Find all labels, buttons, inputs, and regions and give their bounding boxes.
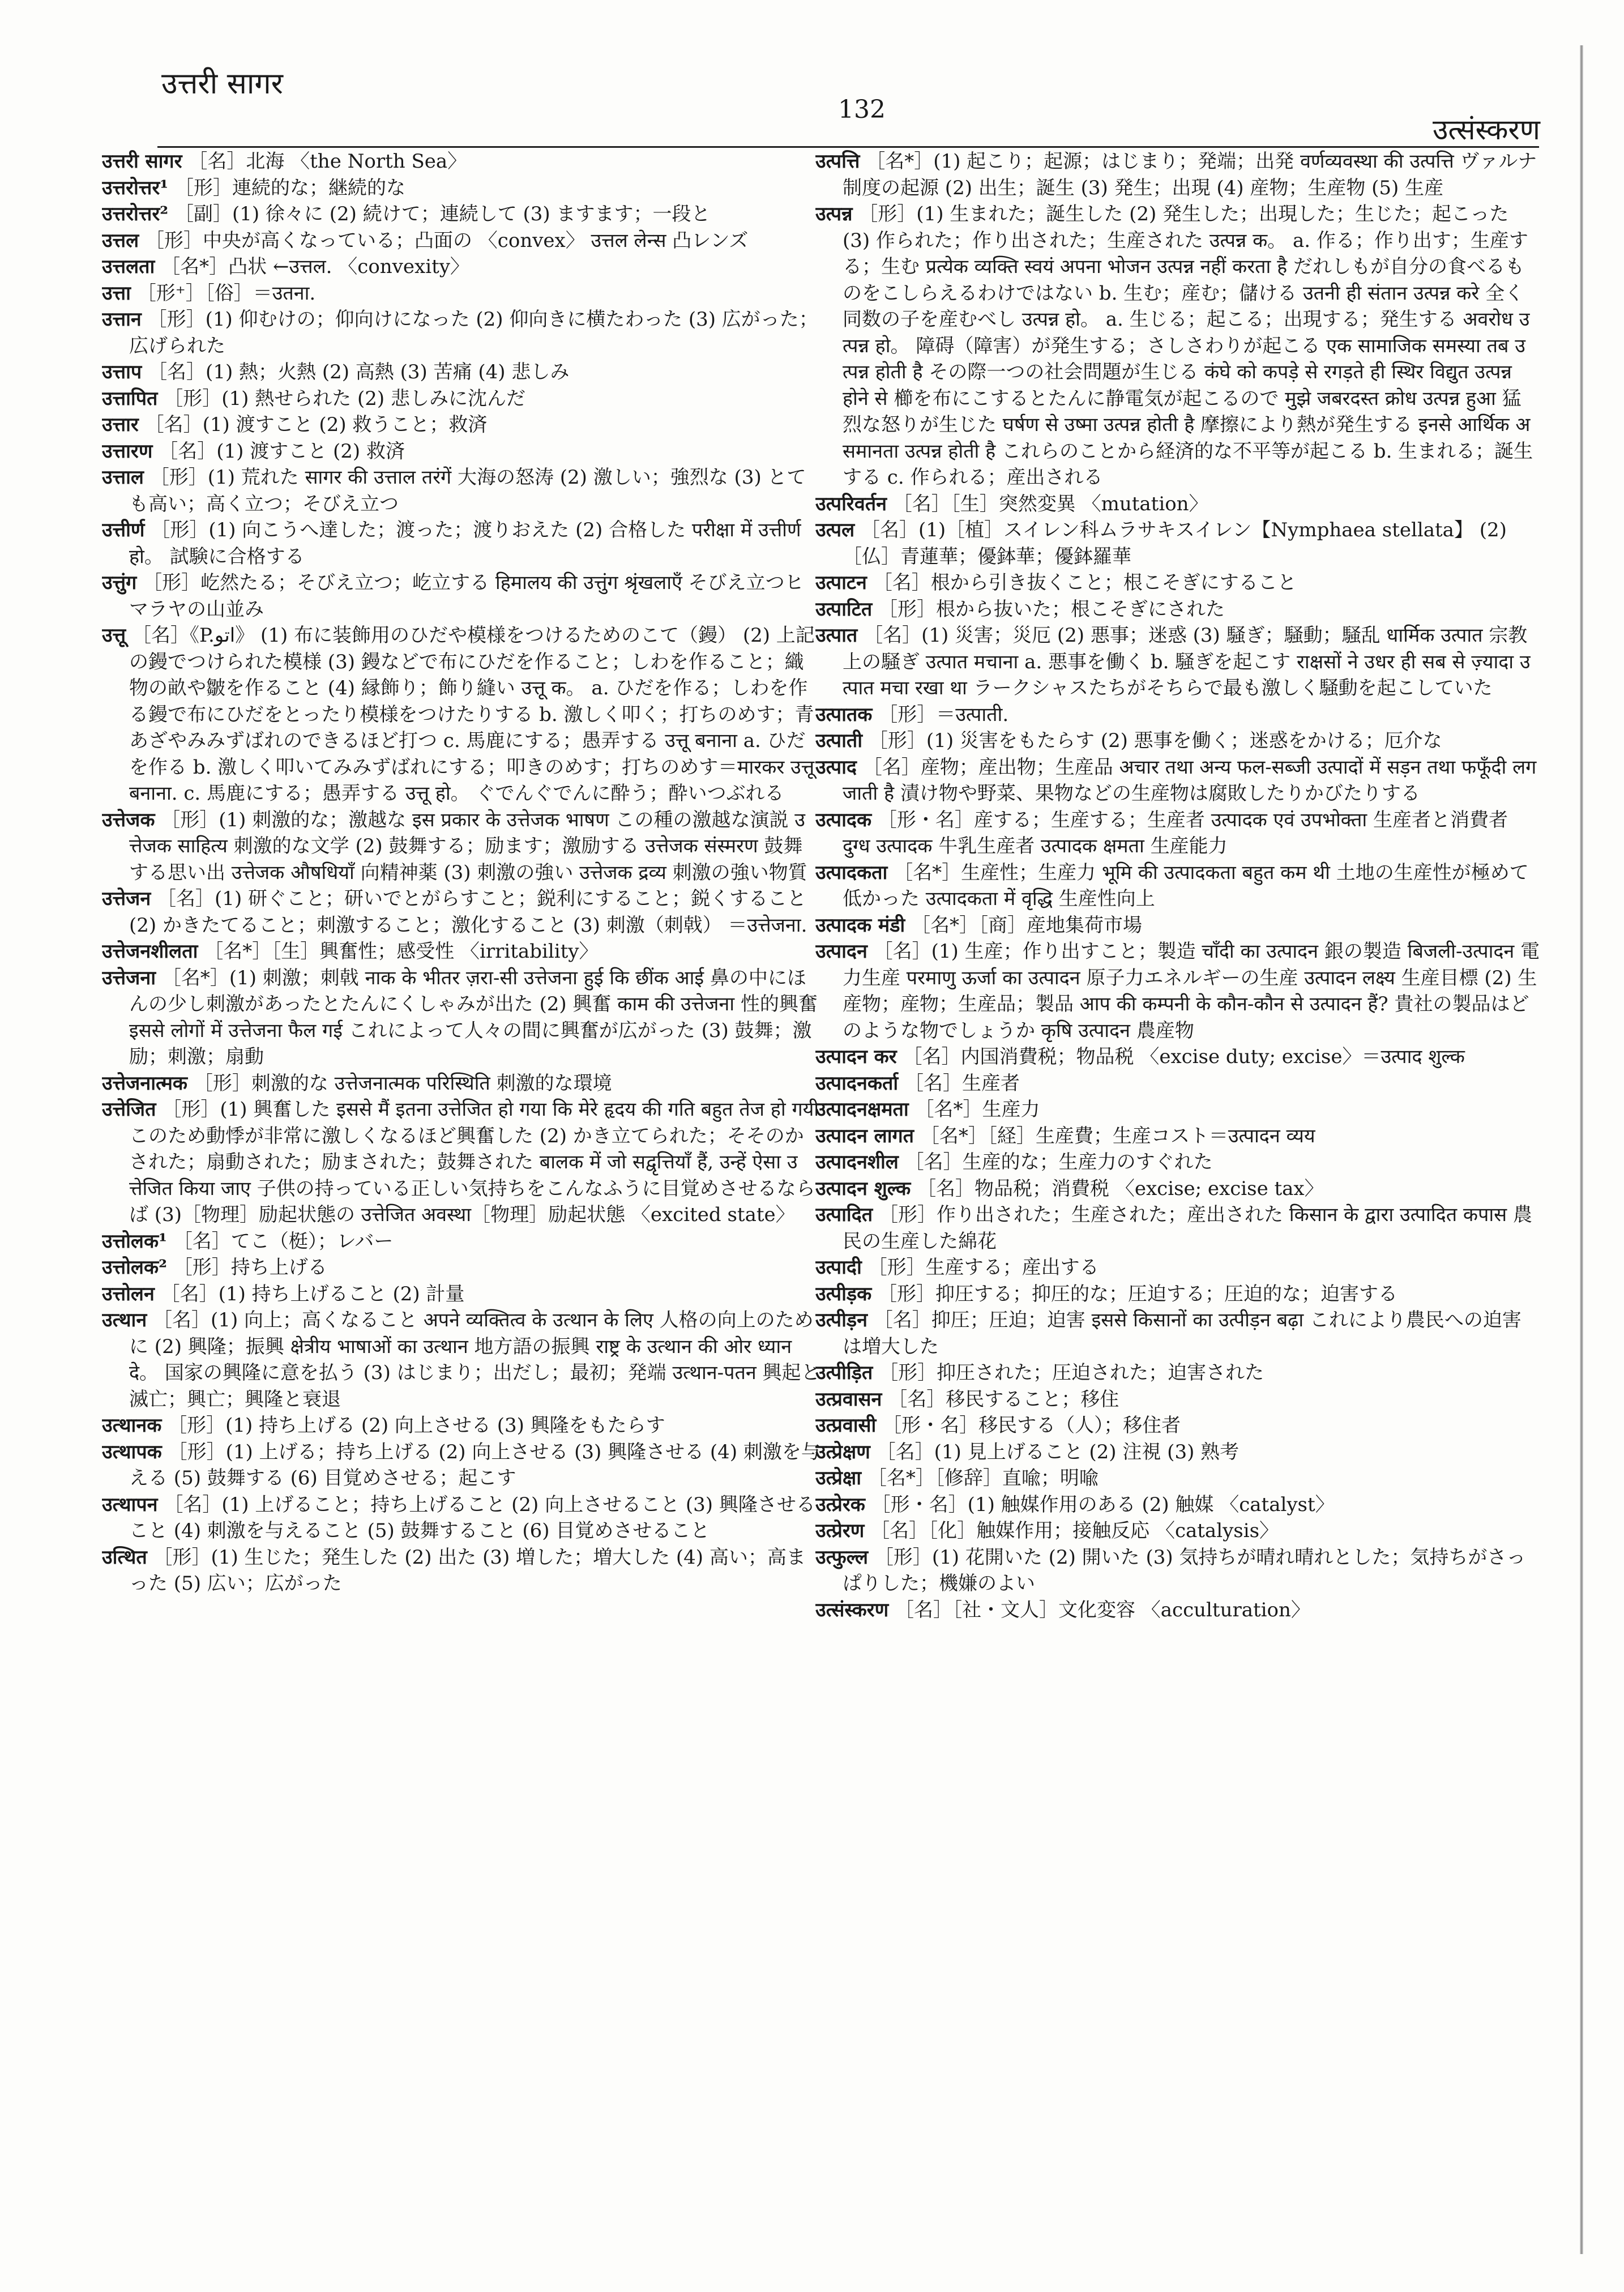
dictionary-entry — [102, 570, 821, 622]
dictionary-entry — [102, 1544, 821, 1597]
entry-definition: ［名］てこ（梃）；レバー — [173, 1230, 394, 1253]
entry-headword: उत्प्रेरक — [815, 1493, 865, 1516]
dictionary-entry — [102, 622, 821, 807]
entry-definition: ［名*］生産力 — [914, 1098, 1040, 1121]
dictionary-entry — [815, 1070, 1540, 1097]
entry-definition: ［形］(1) 仰むけの；仰向けになった (2) 仰向きに横たわった (3) 広がった；広げられた — [129, 308, 818, 357]
entry-definition: ［形］根から抜いた；根こそぎにされた — [878, 597, 1225, 621]
entry-headword: उत्तापित — [102, 387, 158, 410]
dictionary-entry — [815, 807, 1540, 860]
entry-headword: उत्पादन — [815, 940, 867, 963]
entry-definition: ［形］抑圧する；抑圧的な；圧迫する；圧迫的な；迫害する — [878, 1282, 1398, 1305]
entry-definition: ［形］屹然たる；そびえ立つ；屹立する हिमालय की उत्तुंग श्रृंखलाएँ そびえ立つヒマラヤの山並み — [129, 571, 804, 621]
entry-definition: ［名］(1) 渡すこと (2) 救済 — [159, 439, 405, 463]
entry-definition: ［名］(1) 持ち上げること (2) 計量 — [160, 1282, 465, 1305]
entry-definition: ［名*］生産性；生産力 भूमि की उत्पादकता बहुत कम थी 土地の生産性が極めて低かった उत्पादकता में वृद्धि 生産性向上 — [843, 861, 1529, 910]
entry-definition: ［名］生産的な；生産力のすぐれた — [904, 1151, 1213, 1173]
dictionary-entry — [815, 1176, 1540, 1202]
running-head-left: उत्तरी सागर — [161, 67, 283, 101]
dictionary-entry — [815, 1386, 1540, 1413]
dictionary-entry — [815, 596, 1540, 623]
entry-headword: उत्ताप — [102, 361, 142, 383]
entry-headword: उत्थापन — [102, 1493, 158, 1516]
dictionary-entry — [815, 1307, 1540, 1360]
dictionary-entry — [102, 148, 821, 175]
entry-definition: ［名］《P.اتو》 (1) 布に装飾用のひだや模様をつけるためのこて（鏝） (2) 上記の鏝でつけられた模様 (3) 鏝などで布にひだを作ること；しわを作ること；織物の畝や皺を作ること (4) 縁飾り；飾り縫い उत्तू क。 a. ひだを作る；しわを作る鏝で布にひだをとったり模様をつけたりする b. 激しく叩く；打ちのめす；青あざやみみずばれのできるほど打つ c. 馬鹿にする；愚弄する उत्तू बनाना a. ひだを作る b. 激しく叩いてみみずばれにする；叩きのめす；打ちのめす＝मारकर उत्तू बनाना. c. 馬鹿にする；愚弄する उत्तू हो。 ぐでんぐでんに酔う；酔いつぶれる — [129, 624, 815, 805]
entry-headword: उत्प्रेरण — [815, 1520, 865, 1542]
entry-definition: ［名］(1) 渡すこと (2) 救うこと；救済 — [144, 413, 488, 436]
dictionary-entry — [102, 1307, 821, 1412]
entry-definition: ［形］刺激的な उत्तेजनात्मक परिस्थिति 刺激的な環境 — [193, 1072, 612, 1095]
entry-headword: उत्तेजनात्मक — [102, 1072, 188, 1095]
entry-headword: उत्पादनक्षमता — [815, 1098, 909, 1121]
entry-headword: उत्तान — [102, 308, 142, 331]
entry-headword: उत्पीड़क — [815, 1282, 872, 1305]
entry-definition: ［形］(1) 向こうへ達した；渡った；渡りおえた (2) 合格した परीक्षा में उत्तीर्ण हो。 試験に合格する — [129, 519, 801, 568]
entry-headword: उत्प्रेक्षण — [815, 1440, 870, 1463]
dictionary-entry — [815, 1492, 1540, 1518]
entry-headword: उत्तोलक¹ — [102, 1230, 167, 1253]
entry-headword: उत्तोलन — [102, 1282, 155, 1305]
entry-headword: उत्तेजित — [102, 1098, 156, 1121]
entry-headword: उत्तरोत्तर¹ — [102, 176, 169, 199]
dictionary-entry — [815, 1412, 1540, 1439]
entry-definition: ［名］根から引き抜くこと；根こそぎにすること — [873, 571, 1297, 594]
dictionary-entry — [102, 175, 821, 202]
entry-headword: उत्तू — [102, 624, 126, 647]
entry-definition: ［形］生産する；産出する — [867, 1256, 1099, 1279]
dictionary-entry — [815, 860, 1540, 912]
dictionary-entry — [815, 570, 1540, 596]
dictionary-entry — [102, 1412, 821, 1439]
dictionary-entry — [815, 148, 1540, 201]
entry-definition: ［形］(1) 興奮した इससे मैं इतना उत्तेजित हो गया कि मेरे हृदय की गति बहुत तेज हो गयी このため動悸が非常に激しくなるほど興奮した (2) かき立てられた；そそのかされた；扇動された；励まされた；鼓舞された बालक में जो सद्वृत्तियाँ हैं, उन्हें ऐसा उत्तेजित किया जाए 子供の持っている正しい気持ちをこんなふうに目覚めさせるならば (3)［物理］励起状態の उत्तेजित अवस्था［物理］励起状態 〈excited state〉 — [129, 1098, 819, 1226]
entry-headword: उत्पादनकर्ता — [815, 1072, 899, 1095]
entry-headword: उत्थान — [102, 1309, 147, 1331]
entry-headword: उत्ताल — [102, 466, 144, 489]
entry-headword: उत्तेजन — [102, 887, 151, 910]
entry-headword: उत्पादित — [815, 1203, 873, 1226]
dictionary-entry — [815, 754, 1540, 807]
header-rule — [157, 146, 1539, 148]
entry-definition: ［名］抑圧；圧迫；迫害 इससे किसानों का उत्पीड़न बढ़ा これにより農民への迫害は増大した — [843, 1309, 1522, 1358]
dictionary-entry — [102, 938, 821, 965]
entry-definition: ［形］(1) 刺激的な；激越な इस प्रकार के उत्तेजक भाषण この種の激越な演説 उत्तेजक साहित्य 刺激的な文学 (2) 鼓舞する；励ます；激励する उत्तेजक संस्मरण 鼓舞する思い出 उत्तेजक औषधियाँ 向精神薬 (3) 刺激の強い उत्तेजक द्रव्य 刺激の強い物質 — [129, 808, 807, 884]
entry-definition: ［名］(1) 研ぐこと；研いでとがらすこと；鋭利にすること；鋭くすること (2) かきたてること；刺激すること；激化すること (3) 刺激（刺戟） ＝उत्तेजना. — [129, 887, 807, 937]
left-column — [102, 148, 821, 2216]
entry-headword: उत्थापक — [102, 1440, 162, 1463]
entry-definition: ［名*］［商］産地集荷市場 — [911, 914, 1143, 937]
entry-headword: उत्पादी — [815, 1256, 862, 1279]
dictionary-entry — [102, 359, 821, 386]
dictionary-entry — [815, 912, 1540, 939]
entry-headword: उत्पत्ति — [815, 150, 860, 173]
dictionary-entry — [102, 412, 821, 438]
entry-definition: ［形］中央が高くなっている；凸面の 〈convex〉 उत्तल लेन्स 凸レンズ — [145, 229, 749, 252]
dictionary-entry — [815, 1544, 1540, 1597]
entry-headword: उत्तेजक — [102, 808, 155, 831]
dictionary-entry — [102, 228, 821, 254]
entry-headword: उत्पादकता — [815, 861, 888, 884]
entry-definition: ［名*］凸状 ←उत्तल. 〈convexity〉 — [161, 255, 469, 278]
entry-headword: उत्प्रवासी — [815, 1414, 877, 1437]
entry-definition: ［形］(1) 生じた；発生した (2) 出た (3) 増した；増大した (4) 高い；高まった (5) 広い；広がった — [129, 1546, 806, 1595]
entry-definition: ［形］(1) 上げる；持ち上げる (2) 向上させる (3) 興隆させる (4) 刺激を与える (5) 鼓舞する (6) 目覚めさせる；起こす — [129, 1440, 820, 1489]
entry-headword: उत्पाटित — [815, 597, 873, 621]
entry-headword: उत्संस्करण — [815, 1598, 889, 1621]
entry-headword: उत्तीर्ण — [102, 519, 145, 541]
entry-headword: उत्तल — [102, 229, 139, 252]
entry-headword: उत्तेजना — [102, 966, 156, 989]
entry-definition: ［形］抑圧された；圧迫された；迫害された — [879, 1361, 1264, 1384]
page-edge-shadow — [1580, 45, 1583, 2254]
dictionary-entry — [815, 491, 1540, 518]
entry-headword: उत्पल — [815, 519, 855, 541]
entry-definition: ［形⁺］［俗］＝उतना. — [136, 281, 316, 305]
dictionary-entry — [815, 517, 1540, 570]
dictionary-entry — [102, 1492, 821, 1544]
dictionary-entry — [815, 1254, 1540, 1281]
dictionary-entry — [815, 1096, 1540, 1123]
dictionary-entry — [815, 1465, 1540, 1492]
dictionary-entry — [815, 1149, 1540, 1176]
dictionary-entry — [815, 728, 1540, 754]
entry-definition: ［名］(1) 災害；災厄 (2) 悪事；迷惑 (3) 騒ぎ；騒動；騒乱 धार्मिक उत्पात 宗教上の騒ぎ उत्पात मचाना a. 悪事を働く b. 騒ぎを起こす राक्षसों ने उधर ही सब से ज़्यादा उत्पात मचा रखा था ラークシャスたちがそちらで最も激しく騒動を起こしていた — [843, 624, 1531, 699]
entry-definition: ［形］(1) 荒れた सागर की उत्ताल तरंगें 大海の怒涛 (2) 激しい；強烈な (3) とても高い；高く立つ；そびえ立つ — [129, 466, 806, 515]
entry-headword: उत्पादक मंडी — [815, 914, 905, 937]
dictionary-entry — [102, 1096, 821, 1228]
dictionary-entry — [102, 201, 821, 228]
entry-definition: ［名］生産者 — [904, 1072, 1020, 1095]
entry-definition: ［形］＝उत्पाती. — [878, 703, 1009, 726]
entry-definition: ［形］(1) 花開いた (2) 開いた (3) 気持ちが晴れ晴れとした；気持ちがさっぱりした；機嫌のよい — [843, 1546, 1526, 1595]
entry-headword: उत्तलता — [102, 255, 155, 278]
entry-definition: ［名］［化］触媒作用；接触反応 〈catalysis〉 — [870, 1520, 1279, 1542]
entry-definition: ［形］(1) 生まれた；誕生した (2) 発生した；出現した；生じた；起こった (3) 作られた；作り出された；生産された उत्पन्न क。 a. 作る；作り出す；生産する；生む प्रत्येक व्यक्ति स्वयं अपना भोजन उत्पन्न नहीं करता है だれしもが自分の食べるものをこしらえるわけではない b. 生む；産む；儲ける उतनी ही संतान उत्पन्न करे 全く同数の子を産むべし उत्पन्न हो。 a. 生じる；起こる；出現する；発生する अवरोध उत्पन्न हो。 障碍（障害）が発生する；さしさわりが起こる एक सामाजिक समस्या तब उत्पन्न होती है その際一つの社会問題が生じる कंघे को कपड़े से रगड़ते ही स्थिर विद्युत उत्पन्न होने से 櫛を布にこするとたんに静電気が起こるので मुझे जबरदस्त क्रोध उत्पन्न हुआ 猛烈な怒りが生じた घर्षण से उष्मा उत्पन्न होती है 摩擦により熱が発生する इनसे आर्थिक असमानता उत्पन्न होती है これらのことから経済的な不平等が起こる b. 生まれる；誕生する c. 作られる；産出される — [843, 203, 1533, 489]
dictionary-entry — [815, 1597, 1540, 1624]
entry-headword: उत्पाद — [815, 756, 857, 779]
dictionary-entry — [102, 464, 821, 517]
entry-definition: ［名*］(1) 刺激；刺戟 नाक के भीतर ज़रा-सी उत्तेजना हुई कि छींक आई 鼻の中にほんの少し刺激があったとたんにくしゃみが出た (2) 興奮 काम की उत्तेजना 性的興奮 इससे लोगों में उत्तेजना फैल गई これによって人々の間に興奮が広がった (3) 鼓舞；激励；刺激；扇動 — [129, 966, 818, 1068]
entry-headword: उत्तरोत्तर² — [102, 203, 169, 225]
entry-headword: उत्तरी सागर — [102, 150, 182, 173]
entry-definition: ［名*］［経］生産費；生産コスト＝उत्पादन व्यय — [920, 1124, 1315, 1147]
dictionary-entry — [815, 1518, 1540, 1544]
dictionary-entry — [815, 622, 1540, 702]
entry-definition: ［名］(1) 向上；高くなること अपने व्यक्तित्व के उत्थान के लिए 人格の向上のために (2) 興隆；振興 क्षेत्रीय भाषाओं का उत्थान 地方語の振興 राष्ट्र के उत्थान की ओर ध्यान दे。 国家の興隆に意を払う (3) はじまり；出だし；最初；発端 उत्थान-पतन 興起と滅亡；興亡；興隆と衰退 — [129, 1309, 820, 1411]
entry-definition: ［名］(1) 熱；火熱 (2) 高熱 (3) 苦痛 (4) 悲しみ — [148, 361, 570, 383]
entry-headword: उत्पात — [815, 624, 858, 647]
entry-definition: ［副］(1) 徐々に (2) 続けて；連続して (3) ますます；一段と — [174, 203, 711, 225]
dictionary-entry — [102, 280, 821, 307]
entry-headword: उत्पीड़ित — [815, 1361, 873, 1384]
entry-definition: ［名］(1)［植］スイレン科ムラサキスイレン【Nymphaea stellata】 (2)［仏］青蓮華；優鉢華；優鉢羅華 — [843, 519, 1507, 568]
entry-headword: उत्तुंग — [102, 571, 137, 594]
right-column — [815, 148, 1540, 2216]
dictionary-entry — [102, 438, 821, 465]
entry-headword: उत्पादन लागत — [815, 1124, 914, 1147]
dictionary-entry — [815, 938, 1540, 1044]
entry-headword: उत्फुल्ल — [815, 1546, 869, 1569]
entry-headword: उत्पाती — [815, 729, 863, 752]
dictionary-entry — [102, 1439, 821, 1492]
dictionary-entry — [102, 1070, 821, 1097]
entry-definition: ［形］連続的な；継続的な — [174, 176, 405, 199]
entry-definition: ［形・名］産する；生産する；生産者 उत्पादक एवं उपभोक्ता 生産者と消費者 दुग्ध उत्पादक 牛乳生産者 उत्पादक क्षमता 生産能力 — [843, 808, 1508, 857]
entry-headword: उत्तार — [102, 413, 139, 436]
dictionary-entry — [102, 886, 821, 938]
entry-definition: ［形］作り出された；生産された；産出された किसान के द्वारा उत्पादित कपास 農民の生産した綿花 — [843, 1203, 1532, 1253]
dictionary-entry — [815, 1281, 1540, 1308]
dictionary-entry — [815, 702, 1540, 728]
page-number: 132 — [838, 95, 886, 124]
entry-definition: ［名］物品税；消費税 〈excise; excise tax〉 — [917, 1177, 1324, 1200]
entry-headword: उत्पाटन — [815, 571, 867, 594]
entry-headword: उत्पादन शुल्क — [815, 1177, 911, 1200]
dictionary-entry — [102, 306, 821, 359]
entry-headword: उत्ता — [102, 281, 131, 305]
entry-definition: ［形］(1) 熱せられた (2) 悲しみに沈んだ — [164, 387, 525, 410]
entry-headword: उत्पादक — [815, 808, 872, 831]
entry-headword: उत्पादन कर — [815, 1045, 897, 1068]
dictionary-entry — [102, 254, 821, 280]
entry-definition: ［形・名］移民する（人）；移住者 — [882, 1414, 1181, 1437]
entry-definition: ［名］［社・文人］文化変容 〈acculturation〉 — [894, 1598, 1310, 1621]
dictionary-entry — [815, 1044, 1540, 1070]
entry-headword: उत्प्रवासन — [815, 1388, 882, 1411]
entry-definition: ［名］北海 〈the North Sea〉 — [188, 150, 467, 173]
entry-definition: ［形］(1) 災害をもたらす (2) 悪事を働く；迷惑をかける；厄介な — [868, 729, 1442, 752]
entry-headword: उत्पादनशील — [815, 1151, 899, 1173]
dictionary-entry — [815, 1439, 1540, 1466]
entry-headword: उत्तारण — [102, 439, 153, 463]
entry-definition: ［名*］［生］興奮性；感受性 〈irritability〉 — [204, 940, 599, 963]
entry-headword: उत्परिवर्तन — [815, 492, 887, 515]
entry-definition: ［名*］［修辞］直喩；明喩 — [867, 1467, 1099, 1489]
entry-definition: ［名］(1) 生産；作り出すこと；製造 चाँदी का उत्पादन 銀の製造 बिजली-उत्पादन 電力生産 परमाणु ऊर्जा का उत्पादन 原子力エネルギーの生産 उत्पादन लक्ष्य 生産目標 (2) 生産物；産物；生産品；製品 आप की कम्पनी के कौन-कौन से उत्पादन हैं? 貴社の製品はどのような物でしょうか कृषि उत्पादन 農産物 — [843, 940, 1540, 1042]
entry-headword: उत्पीड़न — [815, 1309, 867, 1331]
dictionary-entry — [102, 1254, 821, 1281]
dictionary-entry — [815, 1123, 1540, 1150]
entry-headword: उत्तेजनशीलता — [102, 940, 198, 963]
entry-headword: उत्थित — [102, 1546, 147, 1569]
dictionary-entry — [102, 386, 821, 412]
entry-definition: ［名］産物；産出物；生産品 अचार तथा अन्य फल-सब्जी उत्पादों में सड़न तथा फफूँदी लग जाती है 漬け物や野菜、果物などの生産物は腐敗したりかびたりする — [843, 756, 1537, 805]
entry-definition: ［形］(1) 持ち上げる (2) 向上させる (3) 興隆をもたらす — [168, 1414, 665, 1437]
dictionary-entry — [815, 1202, 1540, 1254]
entry-definition: ［名］内国消費税；物品税 〈excise duty; excise〉＝उत्पाद शुल्क — [903, 1045, 1465, 1068]
dictionary-entry — [815, 1360, 1540, 1386]
dictionary-entry — [102, 965, 821, 1070]
entry-headword: उत्प्रेक्षा — [815, 1467, 862, 1489]
dictionary-entry — [102, 1228, 821, 1255]
entry-headword: उत्पन्न — [815, 203, 853, 225]
dictionary-entry — [102, 1281, 821, 1308]
dictionary-entry — [815, 201, 1540, 491]
dictionary-entry — [102, 517, 821, 570]
entry-definition: ［形・名］(1) 触媒作用のある (2) 触媒 〈catalyst〉 — [871, 1493, 1335, 1516]
entry-definition: ［名］(1) 上げること；持ち上げること (2) 向上させること (3) 興隆させること (4) 刺激を与えること (5) 鼓舞すること (6) 目覚めさせること — [129, 1493, 815, 1542]
running-head-right: उत्संस्करण — [1433, 113, 1540, 146]
entry-headword: उत्पातक — [815, 703, 873, 726]
entry-definition: ［名］移民すること；移住 — [888, 1388, 1119, 1411]
entry-headword: उत्तोलक² — [102, 1256, 167, 1279]
entry-definition: ［名*］(1) 起こり；起源；はじまり；発端；出発 वर्णव्यवस्था की उत्पत्ति ヴァルナ制度の起源 (2) 出生；誕生 (3) 発生；出現 (4) 産物；生産物 (5) 生産 — [843, 150, 1537, 199]
entry-definition: ［名］［生］突然変異 〈mutation〉 — [892, 492, 1208, 515]
entry-headword: उत्थानक — [102, 1414, 162, 1437]
entry-definition: ［名］(1) 見上げること (2) 注視 (3) 熟考 — [876, 1440, 1240, 1463]
entry-definition: ［形］持ち上げる — [173, 1256, 327, 1279]
dictionary-entry — [102, 807, 821, 886]
